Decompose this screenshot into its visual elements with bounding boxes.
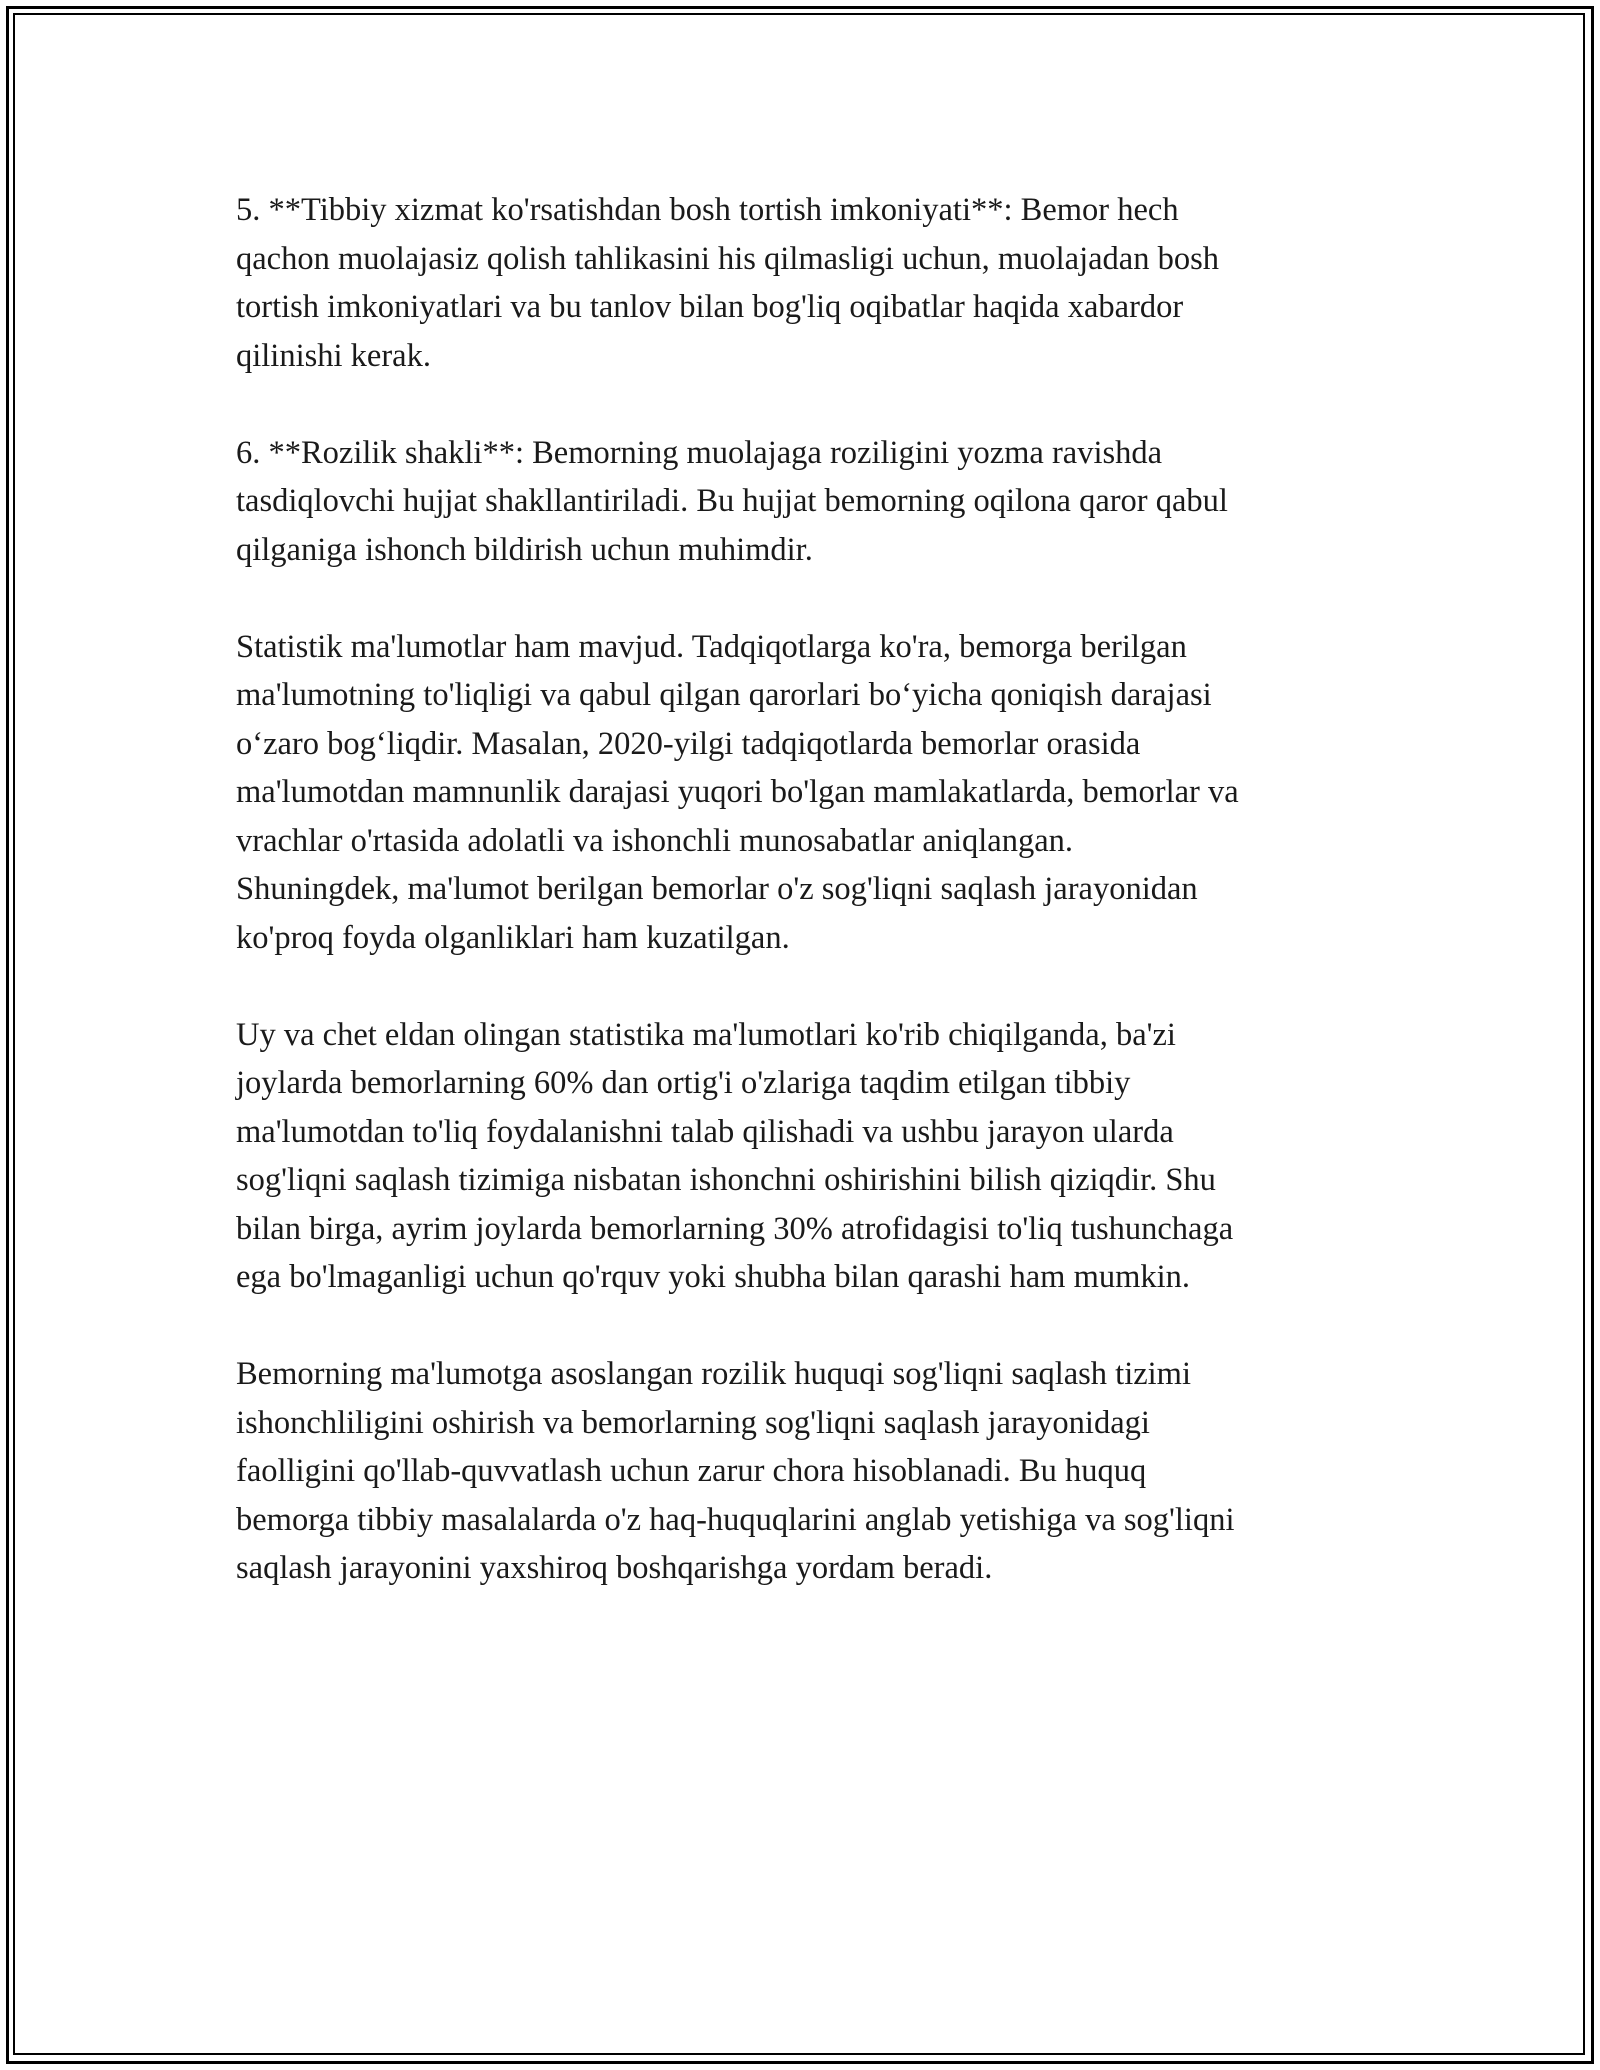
paragraph-statistics: Statistik ma'lumotlar ham mavjud. Tadqiqotlarga ko'ra, bemorga berilgan ma'lumotning to'liqligi va qabul qilgan qarorlari bo‘yicha qoniqish darajasi o‘zaro bog‘liqdir. Masalan, 2020-yilgi tadqiqotlarda bemorlar orasida ma'lumotdan mamnunlik darajasi yuqori bo'lgan mamlakatlarda, bemorlar va vrachlar o'rtasida adolatli va ishonchli munosabatlar aniqlangan. Shuningdek, ma'lumot berilgan bemorlar o'z sog'liqni saqlash jarayonidan ko'proq foyda olganliklari ham kuzatilgan.	[236, 628, 1239, 956]
paragraph-domestic-foreign-statistics: Uy va chet eldan olingan statistika ma'lumotlari ko'rib chiqilganda, ba'zi joylarda bemorlarning 60% dan ortig'i o'zlariga taqdim etilgan tibbiy ma'lumotdan to'liq foydalanishni talab qilishadi va ushbu jarayon ularda sog'liqni saqlash tizimiga nisbatan ishonchni oshirishini bilish qiziqdir. Shu bilan birga, ayrim joylarda bemorlarning 30% atrofidagisi to'liq tushunchaga ega bo'lmaganligi uchun qo'rquv yoki shubha bilan qarashi ham mumkin.	[236, 1016, 1234, 1295]
paragraph-conclusion: Bemorning ma'lumotga asoslangan rozilik huquqi sog'liqni saqlash tizimi ishonchliligini oshirish va bemorlarning sog'liqni saqlash jarayonidagi faolligini qo'llab-quvvatlash uchun zarur chora hisoblanadi. Bu huquq bemorga tibbiy masalalarda o'z haq-huquqlarini anglab yetishiga va sog'liqni saqlash jarayonini yaxshiroq boshqarishga yordam beradi.	[236, 1356, 1235, 1586]
document-body	[236, 186, 1378, 1641]
paragraph-consent-form: 6. **Rozilik shakli**: Bemorning muolajaga roziligini yozma ravishda tasdiqlovchi hujjat shakllantiriladi. Bu hujjat bemorning oqilona qaror qabul qilganiga ishonch bildirish uchun muhimdir.	[236, 434, 1228, 568]
paragraph-refusal-option: 5. **Tibbiy xizmat ko'rsatishdan bosh tortish imkoniyati**: Bemor hech qachon muolajasiz qolish tahlikasini his qilmasligi uchun, muolajadan bosh tortish imkoniyatlari va bu tanlov bilan bog'liq oqibatlar haqida xabardor qilinishi kerak.	[236, 192, 1219, 374]
